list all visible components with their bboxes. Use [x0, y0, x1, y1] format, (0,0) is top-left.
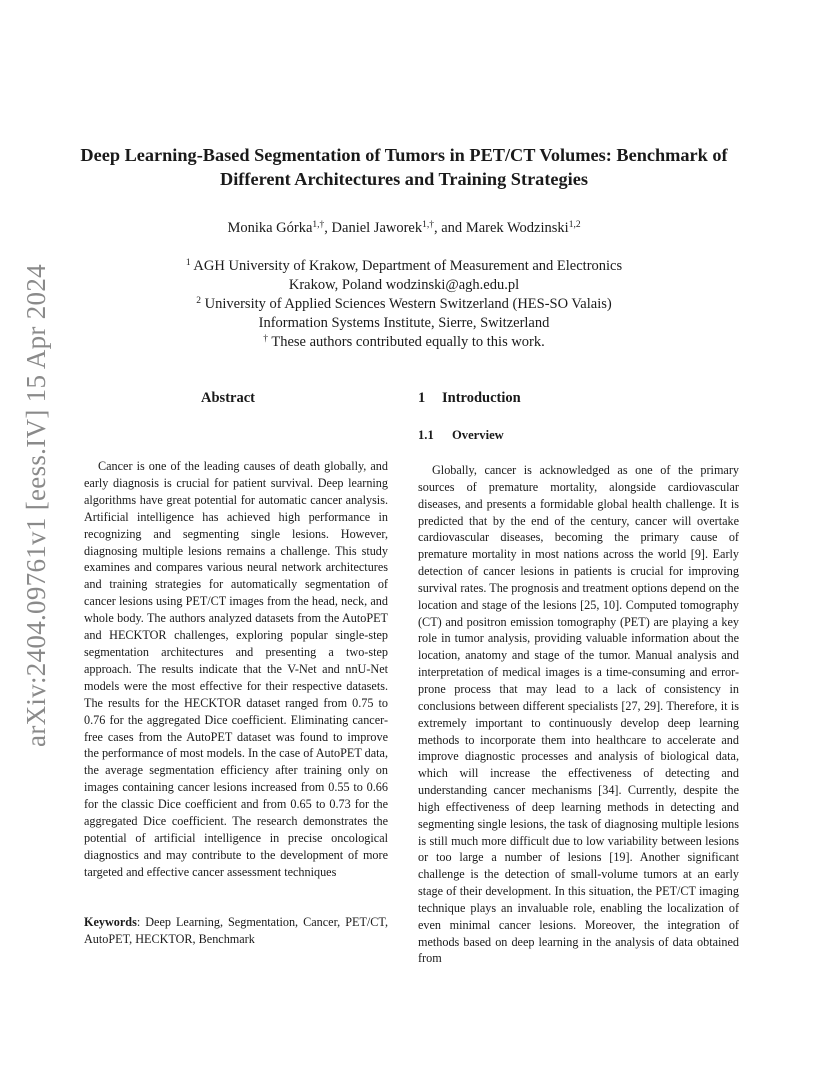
subsection-number: 1.1: [418, 428, 434, 442]
affiliation-line: [100, 257, 708, 276]
abstract-heading: Abstract: [201, 390, 255, 406]
paper-title: Deep Learning-Based Segmentation of Tumors in PET/CT Volumes: Benchmark of Different Architectures and Training Strategies: [80, 145, 728, 189]
affiliation-text: Information Systems Institute, Sierre, Switzerland: [258, 315, 550, 331]
keywords-text: : Deep Learning, Segmentation, Cancer, PET/CT, AutoPET, HECKTOR, Benchmark: [84, 915, 388, 946]
author-name: Monika Górka: [227, 220, 313, 236]
affiliation-line: [100, 295, 708, 314]
author-separator: ,: [324, 220, 332, 236]
affiliation-marker: 1: [185, 258, 191, 268]
author-affiliation-marker: 1,2: [568, 220, 581, 230]
section-heading: [418, 390, 521, 407]
affiliation-block: [100, 257, 708, 352]
arxiv-sidebar: [14, 263, 58, 747]
author-name: Daniel Jaworek: [331, 220, 423, 236]
affiliation-marker: 2: [196, 296, 202, 306]
affiliation-text: University of Applied Sciences Western Switzerland (HES-SO Valais): [201, 296, 612, 312]
keywords: [84, 914, 388, 948]
affiliation-line: [100, 276, 708, 295]
author-affiliation-marker: 1,†: [312, 220, 325, 230]
abstract-text: Cancer is one of the leading causes of death globally, and early diagnosis is crucial for patient survival. Deep learning algorithms have great potential for automatic cancer analysis. Artificial intelligence has achieved high performance in recognizing and segmenting single lesions. However, diagnosing multiple lesions remains a challenge. This study examines and compares various neural network architectures and training strategies for automatically segmentation of cancer lesions using PET/CT images from the head, neck, and whole body. The authors analyzed datasets from the AutoPET and HECKTOR challenges, exploring popular single-step segmentation architectures and presenting a two-step approach. The results indicate that the V-Net and nnU-Net models were the most effective for their respective datasets. The results for the HECKTOR dataset ranged from 0.75 to 0.76 for the aggregated Dice coefficient. Eliminating cancer-free cases from the AutoPET dataset was found to improve the performance of most models. In the case of AutoPET data, the average segmentation efficiency after training only on images containing cancer lesions increased from 0.55 to 0.66 for the classic Dice coefficient and from 0.65 to 0.73 for the aggregated Dice coefficient. The research demonstrates the potential of artificial intelligence in precise oncological diagnostics and may contribute to the development of more targeted and effective cancer assessment techniques: [84, 459, 388, 879]
section-title: Introduction: [442, 390, 521, 406]
affiliation-line: [100, 333, 708, 352]
affiliation-text: Krakow, Poland wodzinski@agh.edu.pl: [288, 277, 520, 293]
subsection-title: Overview: [452, 428, 504, 442]
arxiv-identifier: arXiv:2404.09761v1 [eess.IV] 15 Apr 2024: [20, 263, 51, 747]
affiliation-text: These authors contributed equally to this work.: [267, 334, 545, 350]
author-separator: , and: [434, 220, 466, 236]
footnote-marker: †: [263, 334, 268, 344]
keywords-label: Keywords: [84, 915, 137, 929]
affiliation-line: [100, 314, 708, 333]
author-list: [100, 219, 708, 237]
section-number: 1: [418, 390, 426, 406]
subsection-heading: [418, 428, 504, 443]
author-affiliation-marker: 1,†: [422, 220, 434, 230]
introduction-text: Globally, cancer is acknowledged as one of the primary sources of premature mortality, alongside cardiovascular diseases, and presents a formidable global health challenge. It is predicted that by the end of the century, cancer will overtake cardiovascular diseases, becoming the primary cause of premature mortality in most nations across the world [9]. Early detection of cancer lesions in patients is crucial for improving survival rates. The prognosis and treatment options depend on the location and stage of the lesions [25, 10]. Computed tomography (CT) and positron emission tomography (PET) are playing a key role in tumor analysis, providing valuable information about the location, anatomy and stage of the tumor. Manual analysis and interpretation of medical images is a time-consuming and error-prone process that may lead to a lack of consistency in conclusions between different specialists [27, 29]. Therefore, it is extremely important to continuously develop deep learning methods to incorporate them into healthcare to accelerate and improve diagnostic processes and analysis of biological data, which will increase the effectiveness of detecting and understanding cancer mechanisms [34]. Currently, despite the high effectiveness of deep learning methods in detecting and segmenting single lesions, the task of diagnosing multiple lesions is still much more difficult due to low variability between lesions or too large a number of lesions [19]. Another significant challenge is the detection of small-volume tumors at an early stage of their development. In this situation, the PET/CT imaging technique plays an invaluable role, enabling the localization of even minimal cancer lesions. Moreover, the integration of methods based on deep learning in the analysis of data obtained from: [418, 463, 739, 966]
affiliation-text: AGH University of Krakow, Department of Measurement and Electronics: [190, 258, 623, 274]
author-name: Marek Wodzinski: [465, 220, 569, 236]
